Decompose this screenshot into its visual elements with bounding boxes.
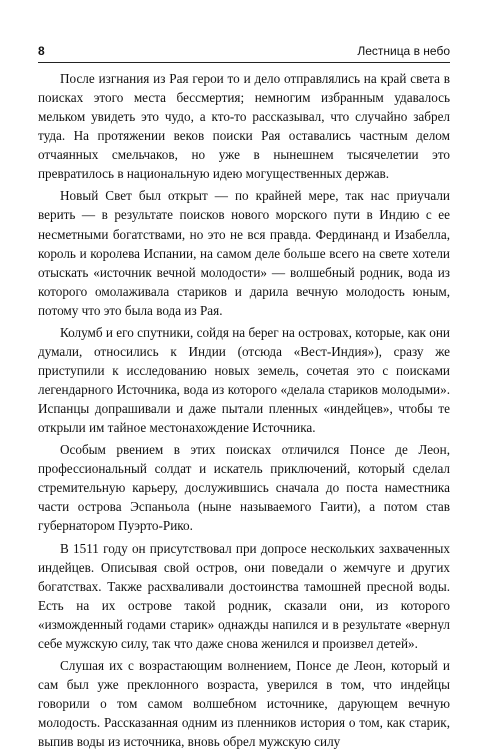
paragraph-6: Слушая их с возрастающим волнением, Понсе де Леон, который и сам был уже преклонного возраста, уверился в том, что индейцы говорили о том самом волшебном источнике, дарующем вечную молодость. Рассказанная одним из пленников история о том, как старик, выпив воды из источника, вновь обрел мужскую силу (38, 657, 450, 750)
paragraph-1: После изгнания из Рая герои то и дело отправлялись на край света в поисках этого места бессмертия; немногим избранным удавалось мельком увидеть это чудо, а кто-то рассказывал, что случайно забрел туда. На протяжении веков поиски Рая оставались частным делом отчаянных смельчаков, но уже в нынешнем тысячелетии это превратилось в национальную идею могущественных держав. (38, 71, 450, 182)
paragraph-3: Колумб и его спутники, сойдя на берег на островах, которые, как они думали, относились к Индии (отсюда «Вест-Индия»), сразу же приступили к исследованию новых земель, сочетая это с поисками легендарного Источника, вода из которого «делала стариков молодыми». Испанцы допрашивали и даже пытали пленных «индейцев», чтобы те открыли им тайное местонахождение Источника. (38, 324, 450, 436)
paragraph-5: В 1511 году он присутствовал при допросе нескольких захваченных индейцев. Описывая свой остров, они поведали о жемчуге и других богатствах. Также расхваливали достоинства тамошней пресной воды. Есть на их острове такой родник, сказали они, из которого «изможденный годами старик» однажды напился и в результате «вернул себе мужскую силу, так что даже снова женился и произвел детей». (38, 540, 450, 651)
paragraph-2: Новый Свет был открыт — по крайней мере, так нас приучали верить — в результате поисков нового морского пути в Индию с ее несметными богатствами, но это не вся правда. Фердинанд и Изабелла, король и королева Испании, на самом деле больше всего на свете хотели отыскать «источник вечной молодости» — волшебный родник, вода из которого омолаживала стариков и дарила вечную молодость юным, потому что это была вода из Рая. (38, 188, 450, 318)
running-head (38, 44, 450, 60)
paragraph-4: Особым рвением в этих поисках отличился Понсе де Леон, профессиональный солдат и искатель приключений, который сделал стремительную карьеру, дослужившись сначала до поста наместника части острова Эспаньола (ныне называемого Гаити), а потом став губернатором Пуэрто-Рико. (38, 442, 450, 534)
page-number: 8 (38, 44, 45, 58)
running-title: Лестница в небо (357, 44, 450, 58)
body-text (38, 69, 450, 751)
header-rule (38, 62, 450, 63)
